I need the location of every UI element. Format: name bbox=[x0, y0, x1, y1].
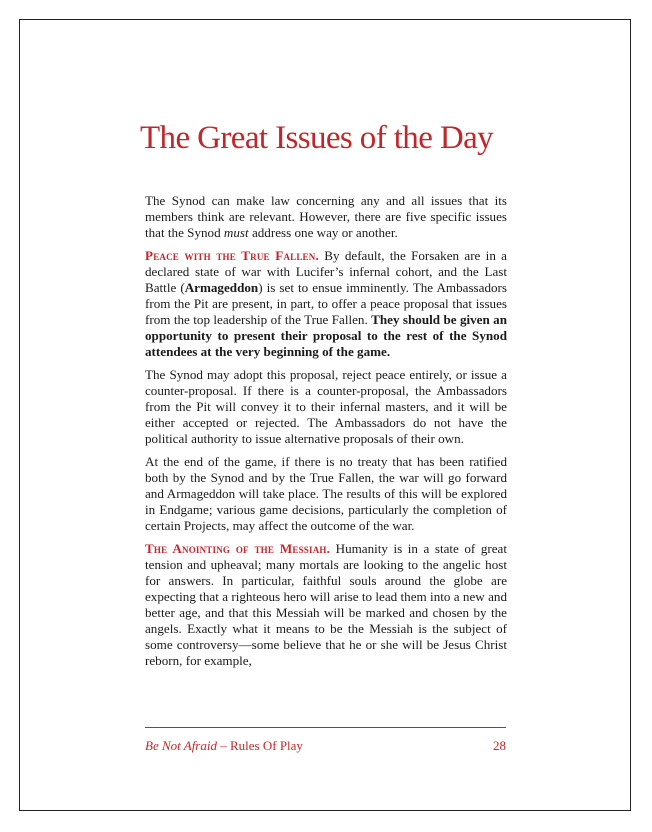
footer-book-title: Be Not Afraid bbox=[145, 738, 217, 753]
peace-paragraph bbox=[145, 248, 507, 360]
peace-bold-term: Armageddon bbox=[184, 280, 259, 295]
endgame-paragraph: At the end of the game, if there is no treaty that has been ratified both by the Synod and by the True Fallen, the war will go forward and Armageddon will take place. The results of this will be explored in Endgame; various game decisions, particularly the completion of certain Projects, may affect the outcome of the war. bbox=[145, 454, 507, 533]
page-title: The Great Issues of the Day bbox=[140, 120, 494, 156]
peace-bold-sentence: They should be given an opportunity to present their proposal to the rest of the Synod attendees at the very beginning of the game. bbox=[145, 312, 507, 359]
body-text bbox=[145, 193, 507, 676]
page-number: 28 bbox=[493, 738, 506, 753]
intro-text-after: address one way or another. bbox=[248, 225, 398, 240]
footer-separator: – bbox=[216, 738, 230, 753]
peace-text-1: By default, the Forsaken are in a declared state of war with Lucifer’s infernal cohort, and the Last Battle ( bbox=[145, 248, 507, 295]
adopt-paragraph: The Synod may adopt this proposal, reject peace entirely, or issue a counter-proposal. If there is a counter-proposal, the Ambassadors from the Pit will convey it to their infernal masters, and it will be either accepted or rejected. The Ambassadors do not have the political authority to issue alternative proposals of their own. bbox=[145, 367, 507, 446]
peace-text-2: ) is set to ensue imminently. The Ambassadors from the Pit are present, in part, to offer a peace proposal that issues from the top leadership of the True Fallen. bbox=[145, 280, 508, 327]
footer-subtitle: Rules Of Play bbox=[229, 738, 303, 753]
footer-running-title bbox=[145, 738, 303, 754]
intro-text-before: The Synod can make law concerning any and all issues that its members think are relevant. However, there are five specific issues that the Synod bbox=[145, 193, 507, 240]
intro-emphasis: must bbox=[223, 225, 249, 240]
messiah-heading: The Anointing of the Messiah. bbox=[145, 541, 331, 556]
footer-divider bbox=[145, 727, 506, 728]
messiah-paragraph bbox=[145, 541, 507, 669]
messiah-text: Humanity is in a state of great tension and upheaval; many mortals are looking to the angelic host for answers. In particular, faithful souls around the globe are expecting that a righteous hero will arise to lead them into a new and better age, and that this Messiah will be marked and chosen by the angels. Exactly what it means to be the Messiah is the subject of some controversy—some believe that he or she will be Jesus Christ reborn, for example, bbox=[145, 541, 507, 668]
peace-heading: Peace with the True Fallen. bbox=[145, 248, 319, 263]
intro-paragraph bbox=[145, 193, 507, 241]
